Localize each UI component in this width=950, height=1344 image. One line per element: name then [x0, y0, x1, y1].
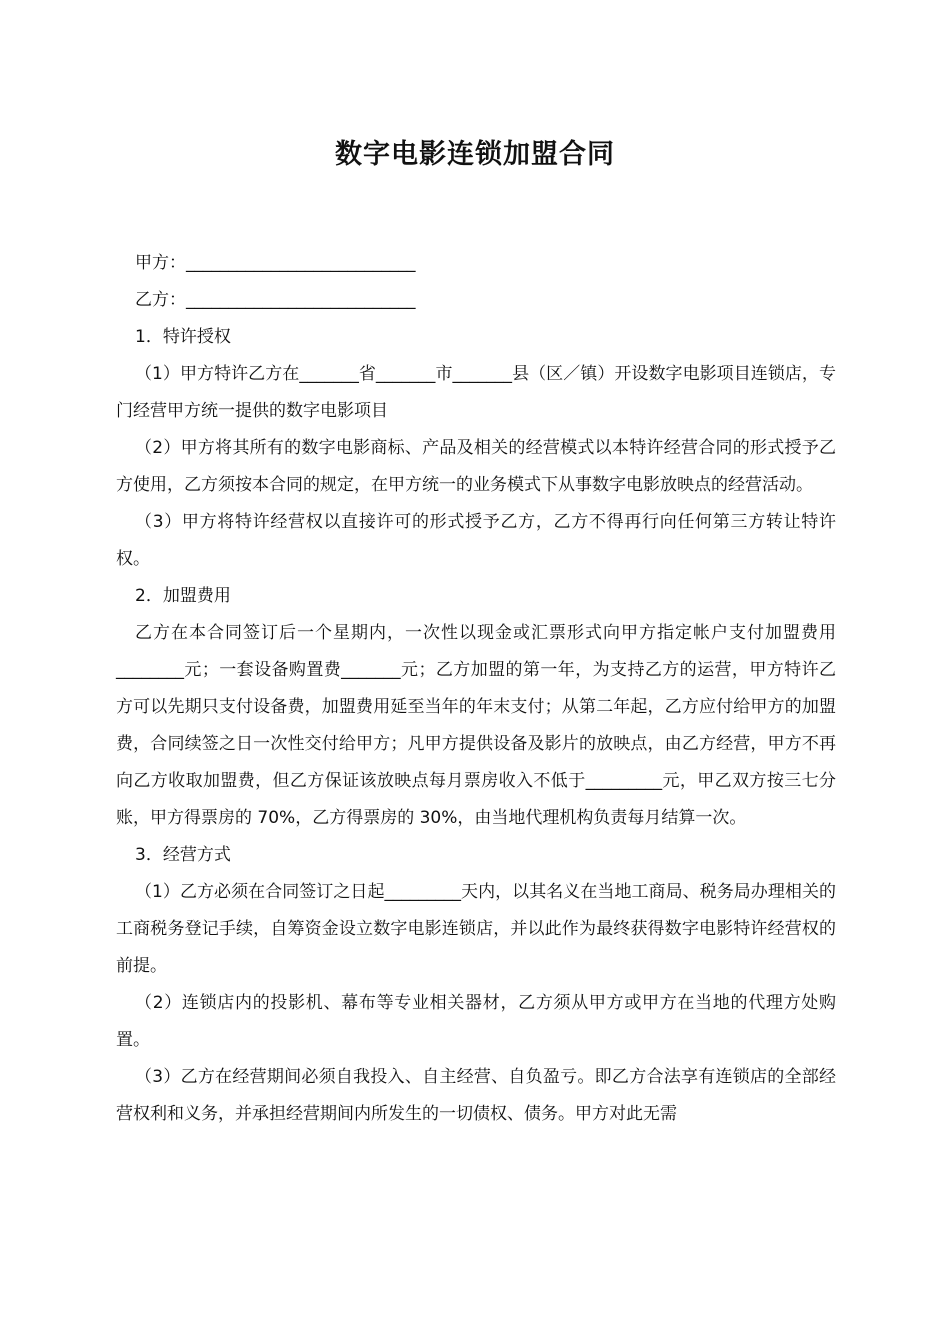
section-2-heading: 2．加盟费用: [135, 586, 231, 606]
section-3-paragraph-1: （1）乙方必须在合同签订之日起_________天内，以其名义在当地工商局、税务局办理相关的工商税务登记手续，自筹资金设立数字电影连锁店，并以此作为最终获得数字电影特许经营权的前提。: [116, 882, 836, 976]
party-b-line: 乙方：___________________________: [135, 290, 416, 310]
party-a-line: 甲方：___________________________: [135, 253, 416, 273]
contract-title: 数字电影连锁加盟合同: [335, 139, 615, 170]
section-1-paragraph-2: （2）甲方将其所有的数字电影商标、产品及相关的经营模式以本特许经营合同的形式授予乙方使用，乙方须按本合同的规定，在甲方统一的业务模式下从事数字电影放映点的经营活动。: [116, 438, 836, 495]
section-1-heading: 1．特许授权: [135, 327, 231, 347]
contract-body: [116, 245, 836, 1133]
section-3-paragraph-2: （2）连锁店内的投影机、幕布等专业相关器材，乙方须从甲方或甲方在当地的代理方处购置。: [116, 993, 836, 1050]
section-1-paragraph-3: （3）甲方将特许经营权以直接许可的形式授予乙方，乙方不得再行向任何第三方转让特许权。: [116, 512, 836, 569]
section-3-heading: 3．经营方式: [135, 845, 231, 865]
section-1-paragraph-1: （1）甲方特许乙方在_______省_______市_______县（区／镇）开设数字电影项目连锁店，专门经营甲方统一提供的数字电影项目: [116, 364, 836, 421]
section-2-paragraph-1: 乙方在本合同签订后一个星期内，一次性以现金或汇票形式向甲方指定帐户支付加盟费用________元；一套设备购置费_______元；乙方加盟的第一年，为支持乙方的运营，甲方特许乙方可以先期只支付设备费，加盟费用延至当年的年末支付；从第二年起，乙方应付给甲方的加盟费，合同续签之日一次性交付给甲方；凡甲方提供设备及影片的放映点，由乙方经营，甲方不再向乙方收取加盟费，但乙方保证该放映点每月票房收入不低于_________元，甲乙双方按三七分账，甲方得票房的 70%，乙方得票房的 30%，由当地代理机构负责每月结算一次。: [116, 623, 836, 828]
section-3-paragraph-3: （3）乙方在经营期间必须自我投入、自主经营、自负盈亏。即乙方合法享有连锁店的全部经营权利和义务，并承担经营期间内所发生的一切债权、债务。甲方对此无需: [116, 1067, 836, 1124]
